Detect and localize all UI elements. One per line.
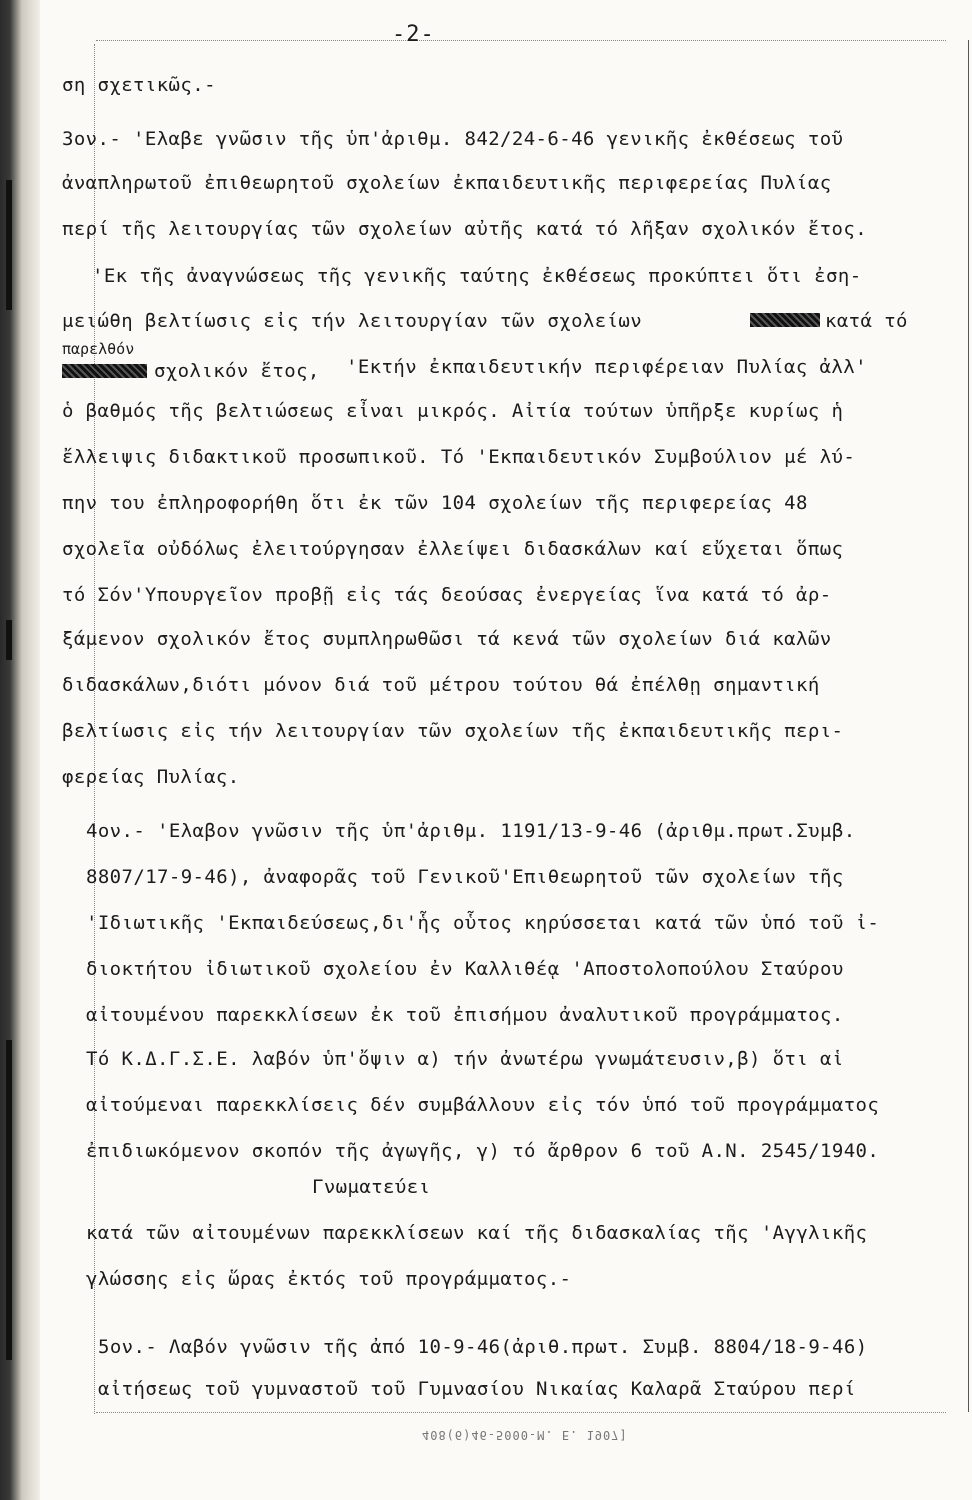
text-line: κατά τό (825, 310, 908, 332)
right-border-rule (968, 40, 969, 1412)
text-line: ἀναπληρωτοῦ ἐπιθεωρητοῦ σχολείων ἐκπαιδευτικῆς περιφερείας Πυλίας (62, 172, 832, 194)
page-number: -2- (392, 22, 435, 47)
text-line: ὁ βαθμός τῆς βελτιώσεως εἶναι μικρός. Αἰτία τούτων ὑπῆρξε κυρίως ἡ (62, 400, 844, 422)
binding-mark (6, 180, 12, 310)
binding-mark (6, 620, 12, 660)
text-line: ἐπιδιωκόμενον σκοπόν τῆς ἀγωγῆς, γ) τό ἄρθρον 6 τοῦ Α.Ν. 2545/1940. (86, 1140, 880, 1162)
text-line: φερείας Πυλίας. (62, 766, 240, 788)
margin-annotation: παρελθόν (62, 340, 135, 358)
text-line: διοκτήτου ἰδιωτικοῦ σχολείου ἐν Καλλιθέᾳ 'Αποστολοπούλου Σταύρου (86, 958, 844, 980)
bottom-border-rule (96, 1412, 946, 1413)
text-line: αἰτουμένου παρεκκλίσεων ἐκ τοῦ ἐπισήμου ἀναλυτικοῦ προγράμματος. (86, 1004, 844, 1026)
text-line: μειώθη βελτίωσις εἰς τήν λειτουργίαν τῶν σχολείων (62, 310, 643, 332)
text-line: διδασκάλων,διότι μόνον διά τοῦ μέτρου τούτου θά ἐπέλθῃ σημαντική (62, 674, 820, 696)
text-line: σχολικόν ἔτος, (154, 360, 320, 382)
text-line: κατά τῶν αἰτουμένων παρεκκλίσεων καί τῆς διδασκαλίας τῆς 'Αγγλικῆς (86, 1222, 868, 1244)
text-line: 'Εκ τῆς ἀναγνώσεως τῆς γενικῆς ταύτης ἐκθέσεως προκύπτει ὅτι ἐση- (92, 265, 862, 287)
text-line: περί τῆς λειτουργίας τῶν σχολείων αὐτῆς κατά τό λῆξαν σχολικόν ἔτος. (62, 218, 868, 240)
text-line: 'Ιδιωτικῆς 'Εκπαιδεύσεως,δι'ἧς οὗτος κηρύσσεται κατά τῶν ὑπό τοῦ ἰ- (86, 912, 880, 934)
text-line: 4ον.- 'Ελαβον γνῶσιν τῆς ὑπ'ἀριθμ. 1191/13-9-46 (ἀριθμ.πρωτ.Συμβ. (86, 820, 856, 842)
redaction-mark (62, 364, 147, 378)
text-line: ση σχετικῶς.- (62, 74, 216, 96)
text-line: τό Σόν'Υπουργεῖον προβῇ εἰς τάς δεούσας ἐνεργείας ἵνα κατά τό ἀρ- (62, 584, 832, 606)
text-line: αἰτήσεως τοῦ γυμναστοῦ τοῦ Γυμνασίου Νικαίας Καλαρᾶ Σταύρου περί (98, 1378, 856, 1400)
redaction-mark (750, 313, 820, 327)
footer-print-code: 408(6)46-5000-M. E. 1907] (422, 1428, 628, 1442)
top-border-rule (96, 40, 946, 41)
text-line: σχολεῖα οὐδόλως ἐλειτούργησαν ἐλλείψει διδασκάλων καί εὔχεται ὅπως (62, 538, 844, 560)
text-line: βελτίωσις εἰς τήν λειτουργίαν τῶν σχολείων τῆς ἐκπαιδευτικῆς περι- (62, 720, 844, 742)
text-line: ξάμενον σχολικόν ἔτος συμπληρωθῶσι τά κενά τῶν σχολείων διά καλῶν (62, 628, 832, 650)
text-line: αἰτούμεναι παρεκκλίσεις δέν συμβάλλουν εἰς τόν ὑπό τοῦ προγράμματος (86, 1094, 880, 1116)
text-line: πην του ἐπληροφορήθη ὅτι ἐκ τῶν 104 σχολείων τῆς περιφερείας 48 (62, 492, 808, 514)
binding-mark (6, 1040, 12, 1360)
text-line: 'Εκτήν ἐκπαιδευτικήν περιφέρειαν Πυλίας ἀλλ' (346, 356, 867, 378)
text-line: 8807/17-9-46), ἀναφορᾶς τοῦ Γενικοῦ'Επιθεωρητοῦ τῶν σχολείων τῆς (86, 866, 844, 888)
text-line: ἔλλειψις διδακτικοῦ προσωπικοῦ. Τό 'Εκπαιδευτικόν Συμβούλιον μέ λύ- (62, 446, 856, 468)
text-line: Γνωματεύει (312, 1176, 431, 1198)
binding-edge (0, 0, 40, 1500)
text-line: γλώσσης εἰς ὥρας ἐκτός τοῦ προγράμματος.- (86, 1268, 572, 1290)
text-line: 3ον.- 'Ελαβε γνῶσιν τῆς ὑπ'ἀριθμ. 842/24-6-46 γενικῆς ἐκθέσεως τοῦ (62, 128, 844, 150)
text-line: 5ον.- Λαβόν γνῶσιν τῆς ἀπό 10-9-46(ἀριθ.πρωτ. Συμβ. 8804/18-9-46) (98, 1336, 868, 1358)
text-line: Τό Κ.Δ.Γ.Σ.Ε. λαβόν ὑπ'ὄψιν α) τήν ἀνωτέρω γνωμάτευσιν,β) ὅτι αἱ (86, 1048, 844, 1070)
